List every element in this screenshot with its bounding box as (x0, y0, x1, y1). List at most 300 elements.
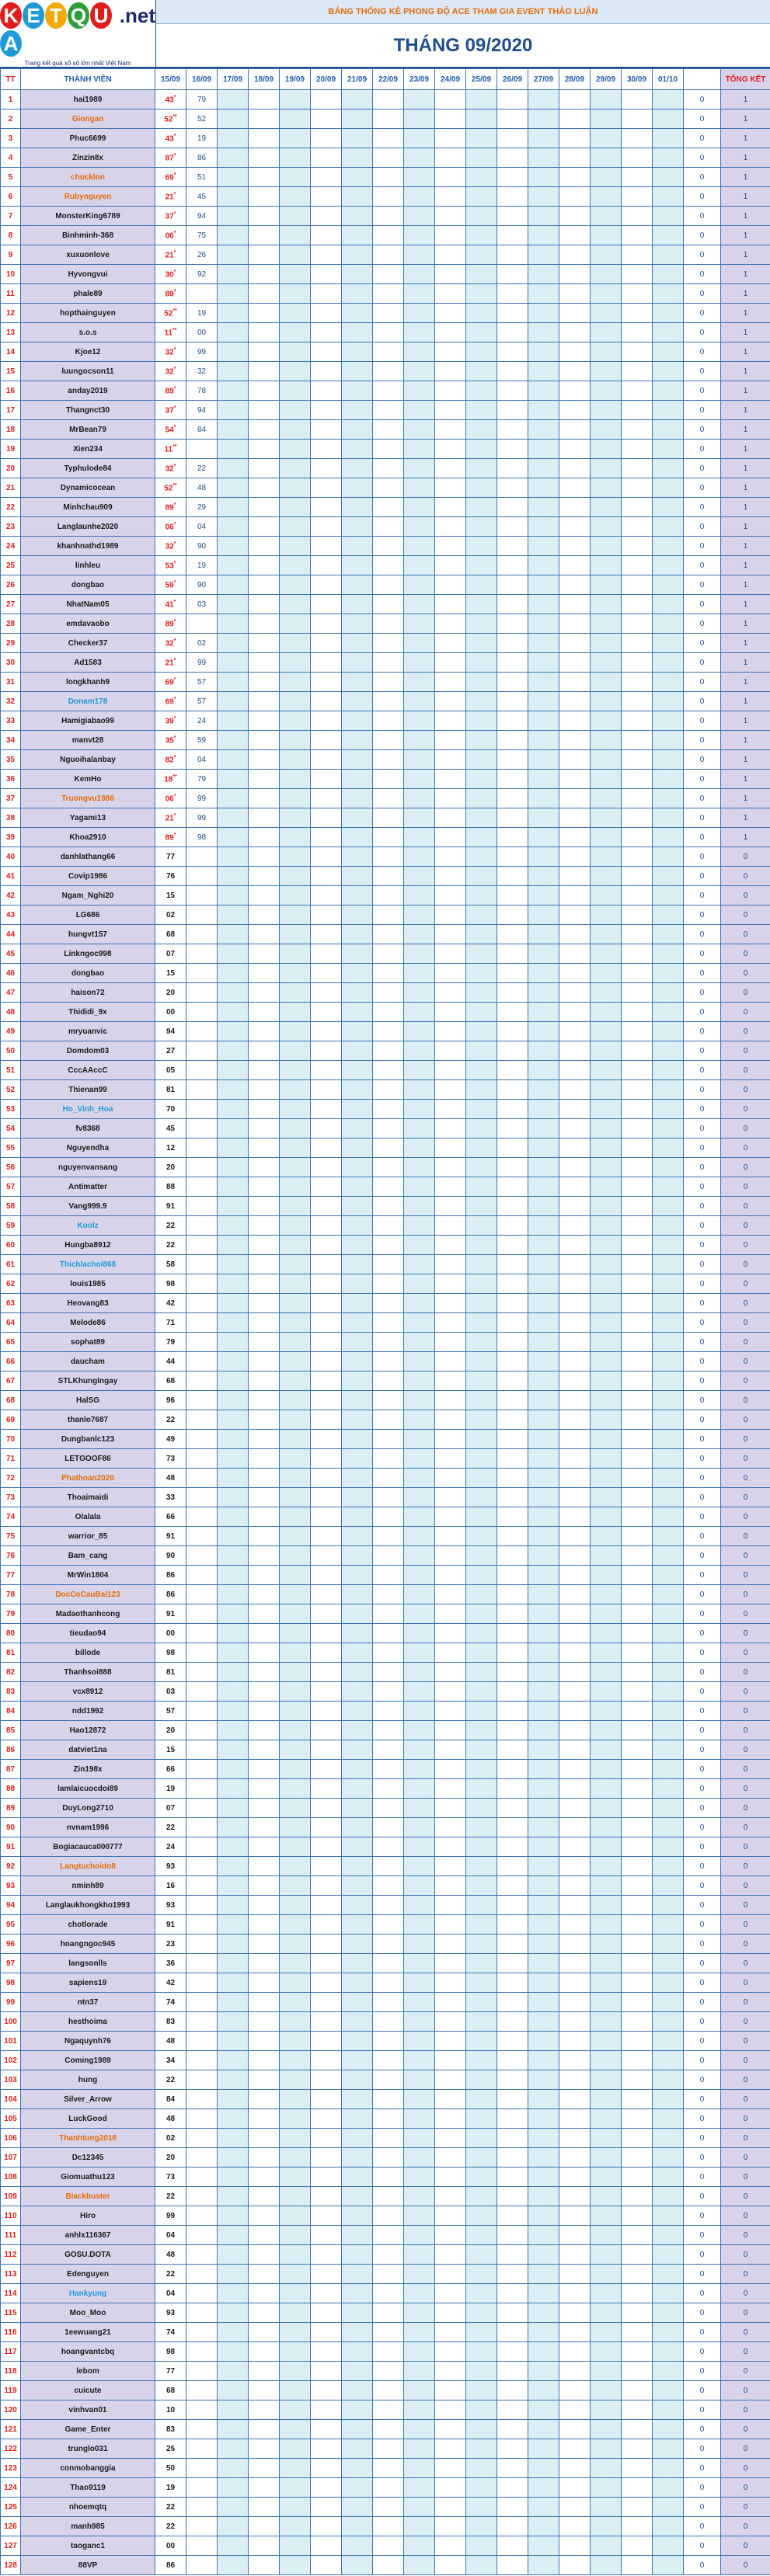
day-cell (528, 401, 559, 420)
day-cell (622, 944, 653, 964)
member-name[interactable]: Koolz (21, 1216, 155, 1236)
day-cell (404, 498, 435, 517)
member-name[interactable]: anhlx116367 (21, 2226, 155, 2245)
day-cell: 94 (186, 207, 218, 226)
day-cell (435, 692, 466, 711)
day-cell (528, 1313, 559, 1333)
day-cell (653, 2226, 684, 2245)
table-row (1, 1546, 770, 1566)
member-name[interactable]: ndd1992 (21, 1702, 155, 1721)
day-cell (435, 2226, 466, 2245)
member-name[interactable]: manh985 (21, 2517, 155, 2536)
day-cell (249, 1546, 280, 1566)
member-name[interactable]: Khoa2910 (21, 828, 155, 847)
member-name[interactable]: hesthoima (21, 2012, 155, 2032)
member-name[interactable]: Dungbanlc123 (21, 1430, 155, 1449)
member-name[interactable]: LG686 (21, 906, 155, 925)
row-number: 49 (1, 1022, 21, 1041)
member-name[interactable]: hopthainguyen (21, 304, 155, 323)
member-name[interactable]: sophat89 (21, 1333, 155, 1352)
member-name[interactable]: Donam178 (21, 692, 155, 711)
member-name[interactable]: Phuc6699 (21, 129, 155, 148)
hit-marker: * (173, 463, 176, 469)
day-cell (404, 284, 435, 304)
zero-count: 0 (684, 1779, 721, 1799)
member-name[interactable]: xuxuonlove (21, 245, 155, 265)
day-cell (497, 1469, 528, 1488)
member-name[interactable]: Nguoihalanbay (21, 750, 155, 770)
day-cell (186, 2342, 218, 2362)
member-name[interactable]: nhoemqtq (21, 2498, 155, 2517)
member-name[interactable]: lebom (21, 2362, 155, 2381)
member-name[interactable]: MonsterKing6789 (21, 207, 155, 226)
day-cell (591, 517, 622, 537)
member-name[interactable]: dongbao (21, 575, 155, 595)
day-cell (342, 673, 373, 692)
member-name[interactable]: hungvt157 (21, 925, 155, 944)
table-row (1, 1119, 770, 1139)
member-name[interactable]: DuyLong2710 (21, 1799, 155, 1818)
member-name[interactable]: Domdom03 (21, 1041, 155, 1061)
site-logo[interactable] (0, 0, 156, 67)
day-cell (622, 595, 653, 614)
member-name[interactable]: tieudao94 (21, 1624, 155, 1643)
day-cell (186, 1469, 218, 1488)
day-cell (653, 2012, 684, 2032)
member-name[interactable]: khanhnathd1989 (21, 537, 155, 556)
day-cell (591, 1294, 622, 1313)
row-number: 50 (1, 1041, 21, 1061)
member-name[interactable]: Heovang83 (21, 1294, 155, 1313)
day-cell (591, 245, 622, 265)
member-name[interactable]: manvt28 (21, 731, 155, 750)
day-cell (249, 1915, 280, 1935)
member-name[interactable]: lamlaicuocdoi89 (21, 1779, 155, 1799)
day-cell (249, 2109, 280, 2129)
day-cell (591, 983, 622, 1003)
day-cell (218, 1740, 249, 1760)
day-cell (373, 1177, 404, 1197)
day-cell (404, 1313, 435, 1333)
member-name[interactable]: Coming1989 (21, 2051, 155, 2070)
table-row (1, 129, 770, 148)
day-cell (404, 1139, 435, 1158)
day-cell (559, 1585, 591, 1604)
day-cell (311, 673, 342, 692)
day-cell (311, 1391, 342, 1410)
day-cell (404, 459, 435, 478)
member-name[interactable]: datviet1na (21, 1740, 155, 1760)
member-name[interactable]: Truongvu1986 (21, 789, 155, 808)
member-name[interactable]: Minhchau909 (21, 498, 155, 517)
member-name[interactable]: Antimatter (21, 1177, 155, 1197)
member-name[interactable]: luungocson11 (21, 362, 155, 381)
day-cell (186, 1410, 218, 1430)
day-cell (497, 1993, 528, 2012)
day-cell (218, 2187, 249, 2206)
day-cell (528, 284, 559, 304)
member-name[interactable]: Hankyung (21, 2284, 155, 2303)
day-cell: 22 (186, 459, 218, 478)
member-name[interactable]: thanlo7687 (21, 1410, 155, 1430)
day-cell (186, 1119, 218, 1139)
zero-count: 0 (684, 207, 721, 226)
day-cell (373, 381, 404, 401)
member-name[interactable]: linhleu (21, 556, 155, 575)
member-name[interactable]: Blackbuster (21, 2187, 155, 2206)
day-cell (280, 304, 311, 323)
day-cell (404, 2556, 435, 2575)
day-cell (280, 1158, 311, 1177)
day-cell (373, 1061, 404, 1080)
member-name[interactable]: Bogiacauca000777 (21, 1837, 155, 1857)
member-name[interactable]: Vang999.9 (21, 1197, 155, 1216)
member-name[interactable]: Zinzin8x (21, 148, 155, 168)
member-name[interactable]: Edenguyen (21, 2265, 155, 2284)
day-cell (528, 1177, 559, 1197)
member-name[interactable]: sapiens19 (21, 1973, 155, 1993)
day-cell (218, 886, 249, 906)
day-cell (404, 1449, 435, 1469)
day-cell: 03 (186, 595, 218, 614)
day-cell (559, 2420, 591, 2439)
member-name[interactable]: Langtuchoido8 (21, 1857, 155, 1876)
member-name[interactable]: hai1989 (21, 90, 155, 110)
member-name[interactable]: LuckGood (21, 2109, 155, 2129)
member-name[interactable]: danhlathang66 (21, 847, 155, 867)
member-name[interactable]: cuicute (21, 2381, 155, 2400)
total-cell: 1 (721, 168, 770, 187)
member-name[interactable]: conmobanggia (21, 2459, 155, 2478)
day-cell (373, 1585, 404, 1604)
day-cell (373, 2012, 404, 2032)
member-name[interactable]: Xien234 (21, 440, 155, 459)
day-cell (622, 1041, 653, 1061)
total-cell: 0 (721, 2381, 770, 2400)
zero-count: 0 (684, 1158, 721, 1177)
day-cell (373, 1488, 404, 1507)
day-cell (591, 1371, 622, 1391)
member-name[interactable]: Linkngoc998 (21, 944, 155, 964)
day-cell (466, 2536, 497, 2556)
member-name[interactable]: KemHo (21, 770, 155, 789)
day-cell (559, 110, 591, 129)
day-cell (497, 1935, 528, 1954)
member-name[interactable]: Ngam_Nghi20 (21, 886, 155, 906)
day-cell (435, 168, 466, 187)
member-name[interactable]: Game_Enter (21, 2420, 155, 2439)
member-name[interactable]: Olalala (21, 1507, 155, 1527)
member-name[interactable]: Melode86 (21, 1313, 155, 1333)
day-cell (249, 110, 280, 129)
day-cell (404, 1935, 435, 1954)
member-name[interactable]: Silver_Arrow (21, 2090, 155, 2109)
day-cell (342, 1061, 373, 1080)
day-cell (622, 1177, 653, 1197)
day-cell (435, 1469, 466, 1488)
day-cell (435, 129, 466, 148)
day-cell (280, 2148, 311, 2168)
total-cell: 1 (721, 692, 770, 711)
hit-marker: * (173, 191, 176, 197)
day-cell (435, 2342, 466, 2362)
zero-count: 0 (684, 110, 721, 129)
day-cell (342, 944, 373, 964)
day-cell (622, 1100, 653, 1119)
day-cell (404, 1760, 435, 1779)
day-cell (653, 1333, 684, 1352)
member-name[interactable]: Checker37 (21, 634, 155, 653)
row-number: 29 (1, 634, 21, 653)
row-number: 52 (1, 1080, 21, 1100)
table-row (1, 1721, 770, 1740)
day-cell (559, 614, 591, 634)
day-cell (528, 2148, 559, 2168)
day-cell (653, 1624, 684, 1643)
member-name[interactable]: nminh89 (21, 1876, 155, 1896)
day-cell (435, 808, 466, 828)
day-cell (311, 2206, 342, 2226)
day-cell (342, 168, 373, 187)
day-value (155, 1236, 186, 1255)
member-name[interactable]: Hao12872 (21, 1721, 155, 1740)
day-cell (280, 711, 311, 731)
day-cell (186, 2381, 218, 2400)
member-name[interactable]: CccAAccC (21, 1061, 155, 1080)
day-cell (653, 1041, 684, 1061)
day-cell (218, 1779, 249, 1799)
member-name[interactable]: Dc12345 (21, 2148, 155, 2168)
day-cell (373, 1740, 404, 1760)
member-name[interactable]: Ngaquynh76 (21, 2032, 155, 2051)
member-name[interactable]: Nguyendha (21, 1139, 155, 1158)
day-cell (186, 1837, 218, 1857)
member-name[interactable]: Madaothanhcong (21, 1604, 155, 1624)
member-name[interactable]: GOSU.DOTA (21, 2245, 155, 2265)
column-header: 25/09 (466, 69, 497, 90)
member-name[interactable]: Hungba8912 (21, 1236, 155, 1255)
day-cell (342, 1197, 373, 1216)
day-cell (218, 2265, 249, 2284)
day-value (155, 964, 186, 983)
value-number: 22 (165, 2269, 176, 2279)
zero-count: 0 (684, 1430, 721, 1449)
member-name[interactable]: Thanhsoi888 (21, 1663, 155, 1682)
day-cell (280, 1993, 311, 2012)
member-name[interactable]: Typhulode84 (21, 459, 155, 478)
day-cell (435, 2206, 466, 2226)
day-cell (497, 1313, 528, 1333)
member-name[interactable]: NhatNam05 (21, 595, 155, 614)
member-name[interactable]: Giomuathu123 (21, 2168, 155, 2187)
day-cell (591, 1488, 622, 1507)
member-name[interactable]: Thao9119 (21, 2478, 155, 2498)
day-cell (404, 983, 435, 1003)
member-name[interactable]: Phathoan2020 (21, 1469, 155, 1488)
total-cell: 0 (721, 1702, 770, 1721)
day-cell: 32 (186, 362, 218, 381)
row-number: 86 (1, 1740, 21, 1760)
day-cell (404, 265, 435, 284)
day-cell (497, 207, 528, 226)
member-name[interactable]: Thienan99 (21, 1080, 155, 1100)
day-cell (404, 245, 435, 265)
day-cell (591, 1915, 622, 1935)
member-name[interactable]: emdavaobo (21, 614, 155, 634)
member-name[interactable]: Hamigiabao99 (21, 711, 155, 731)
day-cell (528, 1760, 559, 1779)
member-name[interactable]: Giongan (21, 110, 155, 129)
day-cell (186, 2168, 218, 2187)
member-name[interactable]: MrBean79 (21, 420, 155, 440)
day-cell (435, 886, 466, 906)
member-name[interactable]: 1eewuang21 (21, 2323, 155, 2342)
day-cell (186, 2439, 218, 2459)
day-cell (342, 537, 373, 556)
member-name[interactable]: Yagami13 (21, 808, 155, 828)
day-value (155, 2148, 186, 2168)
day-cell (528, 1158, 559, 1177)
member-name[interactable]: MrWin1804 (21, 1566, 155, 1585)
member-name[interactable]: fv8368 (21, 1119, 155, 1139)
member-name[interactable]: Ho_Vinh_Hoa (21, 1100, 155, 1119)
member-name[interactable]: 88VP (21, 2556, 155, 2575)
member-name[interactable]: Thanhtung2018 (21, 2129, 155, 2148)
day-cell (528, 867, 559, 886)
day-cell (249, 401, 280, 420)
member-name[interactable]: warrior_85 (21, 1527, 155, 1546)
day-cell (653, 1566, 684, 1585)
member-name[interactable]: Binhminh-368 (21, 226, 155, 245)
member-name[interactable]: s.o.s (21, 323, 155, 342)
value-number: 50 (165, 2463, 176, 2473)
member-name[interactable]: mryuanvic (21, 1022, 155, 1041)
day-cell (249, 2439, 280, 2459)
member-name[interactable]: ntn37 (21, 1993, 155, 2012)
total-cell: 1 (721, 498, 770, 517)
member-name[interactable]: Langlaukhongkho1993 (21, 1896, 155, 1915)
day-cell (528, 226, 559, 245)
member-name[interactable]: hoangvantcbq (21, 2342, 155, 2362)
member-name[interactable]: taoganc1 (21, 2536, 155, 2556)
member-name[interactable]: Hiro (21, 2206, 155, 2226)
day-cell (435, 1779, 466, 1799)
day-cell (280, 440, 311, 459)
member-name[interactable]: Kjoe12 (21, 342, 155, 362)
day-cell (280, 1139, 311, 1158)
member-name[interactable]: hoangngoc945 (21, 1935, 155, 1954)
value-number: 57 (165, 1706, 176, 1716)
day-cell (249, 2051, 280, 2070)
row-number: 66 (1, 1352, 21, 1371)
day-cell (622, 1643, 653, 1663)
zero-count: 0 (684, 2032, 721, 2051)
member-name[interactable]: DocCoCauBai123 (21, 1585, 155, 1604)
member-name[interactable]: Hyvongvui (21, 265, 155, 284)
member-name[interactable]: Dynamicocean (21, 478, 155, 498)
value-number: 00 (165, 1629, 176, 1638)
day-cell (311, 168, 342, 187)
day-cell (559, 2284, 591, 2303)
member-name[interactable]: nguyenvansang (21, 1158, 155, 1177)
day-cell (373, 2206, 404, 2226)
member-name[interactable]: phale89 (21, 284, 155, 304)
member-name[interactable]: Bam_cang (21, 1546, 155, 1566)
total-cell: 0 (721, 2362, 770, 2381)
day-cell (435, 2187, 466, 2206)
day-cell (591, 1954, 622, 1973)
member-name[interactable]: daucham (21, 1352, 155, 1371)
member-name[interactable]: chucklon (21, 168, 155, 187)
table-row (1, 1236, 770, 1255)
member-name[interactable]: Thichlachoi868 (21, 1255, 155, 1274)
day-cell (280, 1236, 311, 1255)
day-cell (435, 2381, 466, 2400)
member-name[interactable]: Covip1986 (21, 867, 155, 886)
member-name[interactable]: Langlaunhe2020 (21, 517, 155, 537)
member-name[interactable]: haison72 (21, 983, 155, 1003)
value-number: 43 (165, 96, 174, 105)
member-name[interactable]: trunglo031 (21, 2439, 155, 2459)
total-cell: 1 (721, 304, 770, 323)
day-cell (404, 187, 435, 207)
member-name[interactable]: vinhvan01 (21, 2400, 155, 2420)
day-cell (528, 983, 559, 1003)
day-cell (249, 2536, 280, 2556)
total-cell: 0 (721, 2303, 770, 2323)
row-number: 53 (1, 1100, 21, 1119)
day-cell (342, 2168, 373, 2187)
member-name[interactable]: billode (21, 1643, 155, 1663)
member-name[interactable]: LETGOOF86 (21, 1449, 155, 1469)
day-cell (218, 245, 249, 265)
member-name[interactable]: louis1985 (21, 1274, 155, 1294)
member-name[interactable]: Moo_Moo (21, 2303, 155, 2323)
day-cell (218, 1546, 249, 1566)
member-name[interactable]: dongbao (21, 964, 155, 983)
day-cell (373, 1799, 404, 1818)
member-name[interactable]: Ad1583 (21, 653, 155, 673)
member-name[interactable]: longkhanh9 (21, 673, 155, 692)
total-cell: 1 (721, 207, 770, 226)
table-row (1, 808, 770, 828)
column-header: 23/09 (404, 69, 435, 90)
day-cell (311, 556, 342, 575)
day-cell (280, 1216, 311, 1236)
member-name[interactable]: HalSG (21, 1391, 155, 1410)
member-name[interactable]: vcx8912 (21, 1682, 155, 1702)
member-name[interactable]: chotlorade (21, 1915, 155, 1935)
member-name[interactable]: Thoaimaidi (21, 1488, 155, 1507)
day-value (155, 1119, 186, 1139)
table-row (1, 2478, 770, 2498)
member-name[interactable]: anday2019 (21, 381, 155, 401)
day-cell (186, 1935, 218, 1954)
member-name[interactable]: Zin198x (21, 1760, 155, 1779)
day-cell (311, 770, 342, 789)
value-number: 48 (165, 2250, 176, 2259)
member-name[interactable]: nvnam1996 (21, 1818, 155, 1837)
hit-marker: * (173, 521, 176, 527)
member-name[interactable]: langsonlls (21, 1954, 155, 1973)
member-name[interactable]: Rubynguyen (21, 187, 155, 207)
member-name[interactable]: Thididi_9x (21, 1003, 155, 1022)
member-name[interactable]: STLKhungIngay (21, 1371, 155, 1391)
table-row (1, 1624, 770, 1643)
member-name[interactable]: Thangnct30 (21, 401, 155, 420)
member-name[interactable]: hung (21, 2070, 155, 2090)
zero-count: 0 (684, 2381, 721, 2400)
